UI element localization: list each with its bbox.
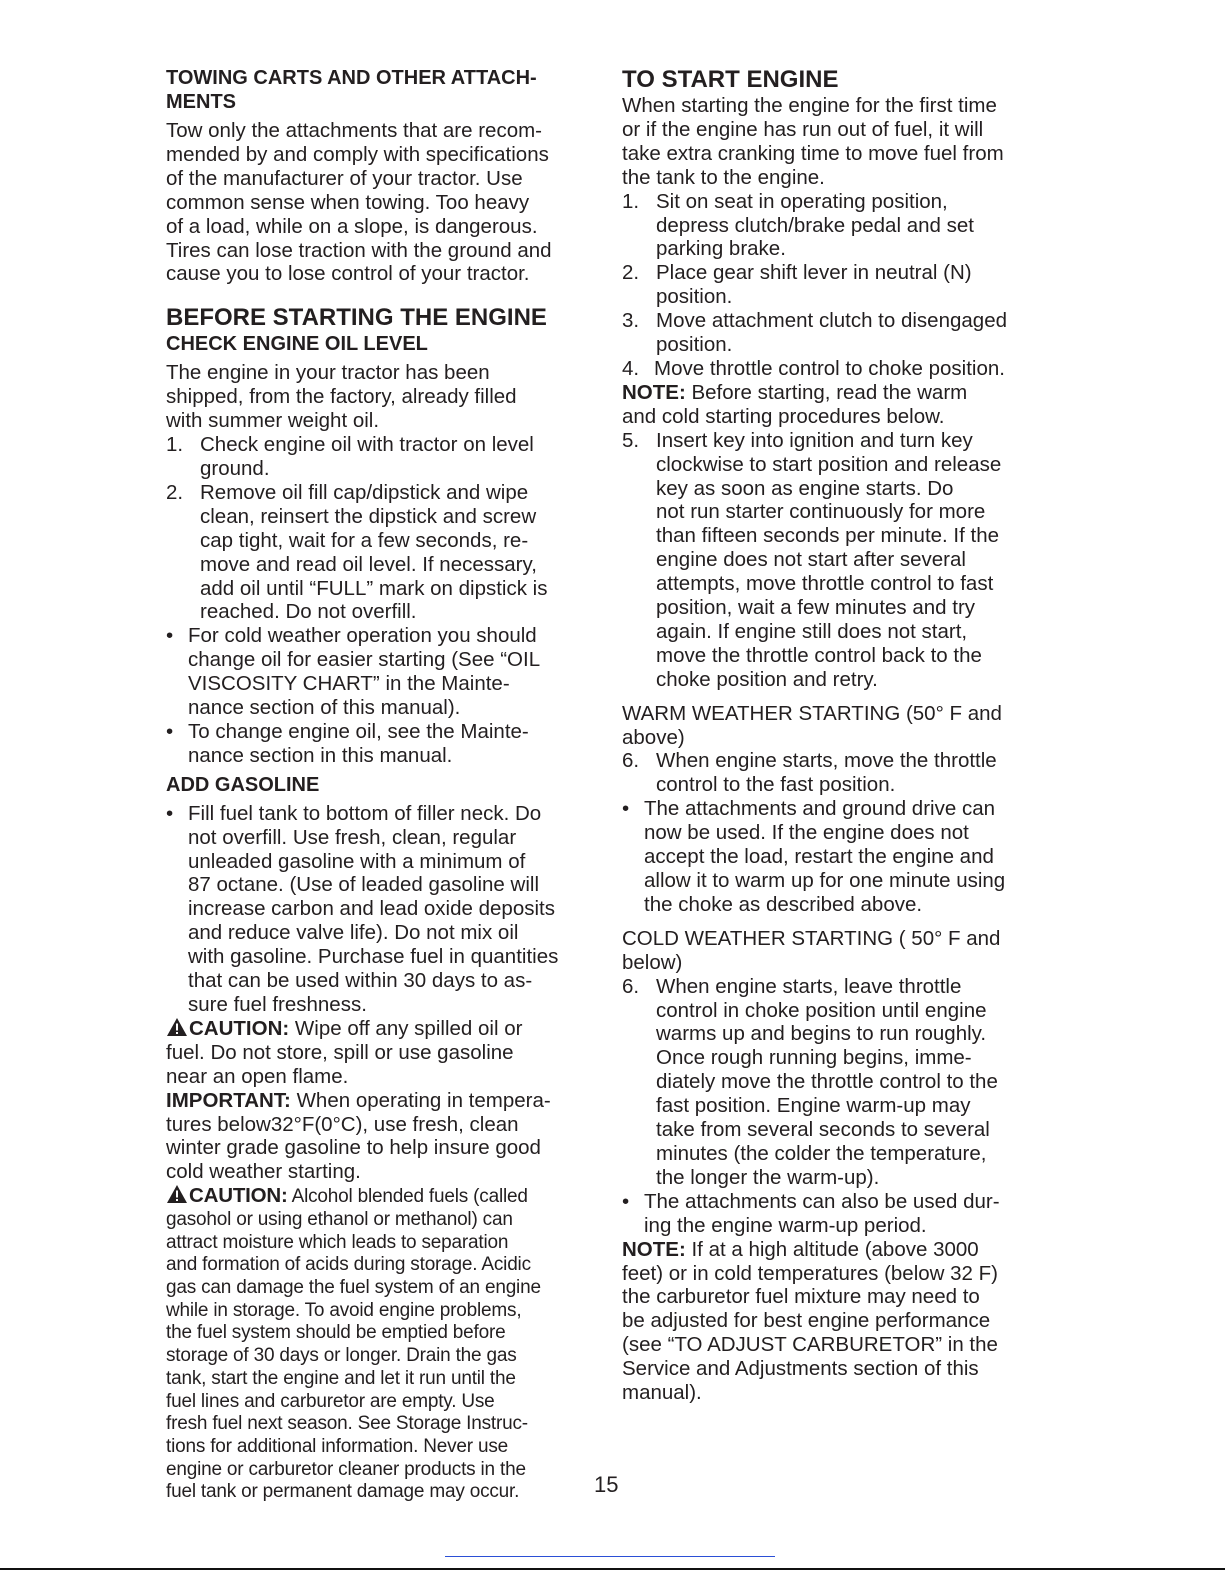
list-marker: •: [622, 797, 630, 821]
cold-step-6: [622, 975, 1047, 1190]
note-before-starting: [622, 381, 1047, 429]
before-starting-heading: BEFORE STARTING THE ENGINE: [166, 304, 547, 332]
list-item-text: The attachments and ground drive can now be used. If the engine does not accept the load, restart the engine and allow it to warm up for one minute using the choke as described above.: [644, 797, 1006, 916]
gas-bullets-list: [166, 802, 606, 1017]
list-marker: •: [166, 719, 174, 743]
start-engine-heading: TO START ENGINE: [622, 66, 839, 93]
oil-bullets-list: [166, 624, 606, 767]
list-item-text: Move attachment clutch to disengaged position.: [656, 309, 1007, 357]
step-4-text: Move throttle control to choke position.: [654, 356, 1005, 380]
list-marker: 6.: [622, 749, 640, 773]
note-label: NOTE:: [622, 1237, 686, 1261]
towing-heading: TOWING CARTS AND OTHER ATTACH- MENTS: [166, 67, 537, 113]
list-marker: 2.: [166, 480, 184, 504]
step-4: [622, 357, 1047, 381]
list-item-text: Insert key into ignition and turn key clockwise to start position and release key as soon as engine starts. Do not run starter continuously for more than fifteen seconds per minute. If the engine does not start after several attempts, move throttle control to fast position, wait a few minutes and try again. If engine still does not start, move the throttle control back to the choke position and retry.: [656, 428, 1002, 691]
list-item: [622, 797, 1047, 917]
caution-alcohol-paragraph: [166, 1184, 606, 1504]
note-high-altitude-text: If at a high altitude (above 3000 feet) or in cold temperatures (below 32 F) the carburetor fuel mixture may need to be adjusted for best engine performance (see “TO ADJUST CARBURETOR” in the Service and Adjustments section of this manual).: [622, 1237, 998, 1405]
add-gasoline-heading: ADD GASOLINE: [166, 773, 320, 796]
list-item-text: Check engine oil with tractor on level ground.: [200, 433, 534, 480]
list-item: [622, 975, 1047, 1190]
step-5: [622, 429, 1047, 692]
cold-bullet: [622, 1190, 1047, 1238]
list-item: [166, 802, 606, 1017]
list-item: [166, 624, 606, 720]
oil-steps-list: [166, 433, 606, 624]
list-marker: 3.: [622, 309, 640, 333]
warm-step-6: [622, 749, 1047, 797]
note-high-altitude: [622, 1238, 1047, 1405]
bottom-rule: [0, 1568, 1225, 1570]
list-item-text: The attachments can also be used dur- ing the engine warm-up period.: [644, 1189, 1000, 1237]
list-marker: 4.: [622, 356, 640, 380]
towing-paragraph: Tow only the attachments that are recom- mended by and comply with specifications of the manufacturer of your tractor. Use common sense when towing. Too heavy of a load, while on a slope, is dangerous. Tires can lose traction with the ground and cause you to lose control of your tractor.: [166, 119, 552, 286]
warm-weather-heading: WARM WEATHER STARTING (50° F and above): [622, 701, 1002, 749]
list-item-text: To change engine oil, see the Mainte- nance section in this manual.: [188, 719, 529, 767]
list-item-text: When engine starts, leave throttle control in choke position until engine warms up and begins to run roughly. Once rough running begins, imme- diately move the throttle control to the fast position. Engine warm-up may take from several seconds to several minutes (the colder the temperature, the longer the warm-up).: [656, 974, 998, 1189]
warning-triangle-icon: [166, 1184, 188, 1204]
caution-label: CAUTION:: [189, 1184, 288, 1208]
caution-alcohol-text: Alcohol blended fuels (called gasohol or using ethanol or methanol) can attract moisture which leads to separation and formation of acids during storage. Acidic gas can damage the fuel system of an engine while in storage. To avoid engine problems, the fuel system should be emptied before storage of 30 days or longer. Drain the gas tank, start the engine and let it run until the fuel lines and carburetor are empty. Use fresh fuel next season. See Storage Instruc- tions for additional information. Never use engine or carburetor cleaner products in the fuel tank or permanent damage may occur.: [166, 1186, 541, 1503]
caution-wipe-text: Wipe off any spilled oil or fuel. Do not store, spill or use gasoline near an open flame.: [166, 1016, 523, 1088]
start-steps-list: [622, 190, 1047, 357]
check-oil-heading: CHECK ENGINE OIL LEVEL: [166, 333, 428, 356]
important-paragraph: [166, 1089, 606, 1185]
warm-bullet: [622, 797, 1047, 917]
right-column: [622, 66, 1047, 1405]
list-item-text: Sit on seat in operating position, depress clutch/brake pedal and set parking brake.: [656, 189, 974, 261]
start-engine-paragraph: When starting the engine for the first time or if the engine has run out of fuel, it will take extra cranking time to move fuel from the tank to the engine.: [622, 94, 1004, 189]
list-item: [622, 261, 1047, 309]
list-marker: •: [166, 624, 174, 648]
list-item: [622, 1190, 1047, 1238]
list-marker: 2.: [622, 261, 640, 285]
list-item-text: Fill fuel tank to bottom of filler neck. Do not overfill. Use fresh, clean, regular unleaded gasoline with a minimum of 87 octane. (Use of leaded gasoline will increase carbon and lead oxide deposits and reduce valve life). Do not mix oil with gasoline. Purchase fuel in quantities that can be used within 30 days to as- sure fuel freshness.: [188, 801, 559, 1016]
page-number: 15: [594, 1472, 619, 1497]
note-label: NOTE:: [622, 380, 686, 404]
list-marker: 1.: [166, 433, 184, 457]
caution-label: CAUTION:: [189, 1016, 290, 1040]
list-item-text: Place gear shift lever in neutral (N) position.: [656, 261, 972, 309]
list-item: [166, 433, 606, 481]
list-item-text: For cold weather operation you should change oil for easier starting (See “OIL VISCOSITY CHART” in the Mainte- nance section of this manual).: [188, 624, 541, 720]
list-marker: 1.: [622, 189, 640, 213]
list-item: [166, 481, 606, 624]
list-item-text: Remove oil fill cap/dipstick and wipe clean, reinsert the dipstick and screw cap tight, wait for a few seconds, re- move and read oil level. If necessary, add oil until “FULL” mark on dipstick is reached. Do not overfill.: [200, 480, 548, 624]
list-marker: •: [166, 801, 174, 825]
list-marker: 5.: [622, 428, 640, 452]
list-item: [622, 749, 1047, 797]
note-before-starting-text: Before starting, read the warm and cold starting procedures below.: [622, 380, 968, 428]
check-oil-paragraph: The engine in your tractor has been shipped, from the factory, already filled with summer weight oil.: [166, 361, 517, 433]
list-item: [622, 190, 1047, 262]
caution-wipe-paragraph: [166, 1017, 606, 1089]
list-item: [622, 429, 1047, 692]
list-item-text: When engine starts, move the throttle control to the fast position.: [656, 749, 997, 797]
warning-triangle-icon: [166, 1017, 188, 1037]
list-item: [166, 720, 606, 768]
bottom-link-underline: [445, 1556, 775, 1557]
list-marker: •: [622, 1189, 630, 1213]
left-column: [166, 66, 606, 1504]
important-text: When operating in tempera- tures below32°F(0°C), use fresh, clean winter grade gasoline to help insure good cold weather starting.: [166, 1088, 551, 1184]
cold-weather-heading: COLD WEATHER STARTING ( 50° F and below): [622, 926, 1001, 974]
list-marker: 6.: [622, 974, 640, 998]
important-label: IMPORTANT:: [166, 1088, 291, 1112]
list-item: [622, 309, 1047, 357]
list-item: [622, 357, 1047, 381]
